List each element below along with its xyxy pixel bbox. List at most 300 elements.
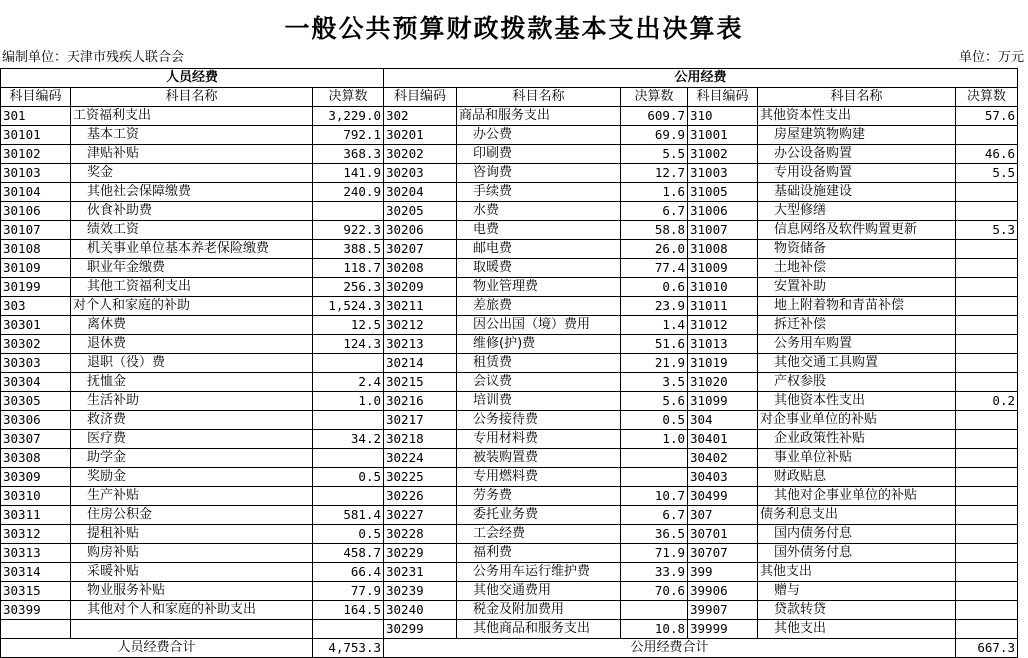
personnel-name-cell: 抚恤金 [71,373,313,392]
personnel-name-cell: 伙食补助费 [71,202,313,221]
public-name-cell: 其他交通费用 [457,582,621,601]
public-capital-name-cell: 地上附着物和青苗补偿 [758,297,956,316]
personnel-name-cell: 职业年金缴费 [71,259,313,278]
table-row [1,107,1018,126]
public-code-cell: 30218 [384,430,457,449]
public-capital-code-cell: 31020 [688,373,758,392]
personnel-code-cell: 30107 [1,221,71,240]
personnel-name-cell: 其他对个人和家庭的补助支出 [71,601,313,620]
public-name-cell: 维修(护)费 [457,335,621,354]
personnel-amount-cell: 34.2 [313,430,384,449]
table-row [1,525,1018,544]
public-capital-code-cell: 39907 [688,601,758,620]
personnel-code-cell: 30302 [1,335,71,354]
personnel-code-cell: 30106 [1,202,71,221]
col-header-code: 科目编码 [688,88,758,107]
table-row [1,316,1018,335]
table-row [1,544,1018,563]
table-row [1,354,1018,373]
public-capital-code-cell: 307 [688,506,758,525]
table-row [1,240,1018,259]
section-public: 公用经费 [384,69,1018,88]
personnel-code-cell: 30102 [1,145,71,164]
personnel-code-cell: 30109 [1,259,71,278]
public-capital-amount-cell [956,183,1018,202]
public-capital-amount-cell: 5.5 [956,164,1018,183]
table-row [1,563,1018,582]
public-capital-code-cell: 30499 [688,487,758,506]
public-capital-code-cell: 31008 [688,240,758,259]
public-amount-cell: 1.6 [621,183,688,202]
personnel-code-cell: 30311 [1,506,71,525]
public-capital-amount-cell [956,601,1018,620]
table-row [1,373,1018,392]
public-code-cell: 30208 [384,259,457,278]
public-code-cell: 30231 [384,563,457,582]
public-capital-name-cell: 大型修缮 [758,202,956,221]
public-capital-name-cell: 土地补偿 [758,259,956,278]
personnel-amount-cell: 12.5 [313,316,384,335]
table-row [1,145,1018,164]
public-capital-amount-cell [956,259,1018,278]
public-code-cell: 30217 [384,411,457,430]
public-capital-code-cell: 31099 [688,392,758,411]
public-code-cell: 30239 [384,582,457,601]
public-capital-name-cell: 信息网络及软件购置更新 [758,221,956,240]
table-row [1,221,1018,240]
public-name-cell: 其他商品和服务支出 [457,620,621,639]
table-row [1,259,1018,278]
public-name-cell: 手续费 [457,183,621,202]
public-capital-name-cell: 物资储备 [758,240,956,259]
public-name-cell: 专用材料费 [457,430,621,449]
public-capital-amount-cell [956,278,1018,297]
public-amount-cell: 1.0 [621,430,688,449]
public-total-label: 公用经费合计 [384,639,956,658]
personnel-name-cell: 其他工资福利支出 [71,278,313,297]
public-capital-code-cell: 30402 [688,449,758,468]
personnel-amount-cell [313,449,384,468]
public-name-cell: 公务用车运行维护费 [457,563,621,582]
public-capital-name-cell: 债务利息支出 [758,506,956,525]
public-capital-code-cell: 31011 [688,297,758,316]
public-name-cell: 印刷费 [457,145,621,164]
personnel-code-cell: 30312 [1,525,71,544]
personnel-code-cell: 30304 [1,373,71,392]
public-capital-amount-cell [956,620,1018,639]
personnel-amount-cell [313,411,384,430]
personnel-amount-cell: 368.3 [313,145,384,164]
public-capital-name-cell: 其他支出 [758,620,956,639]
public-name-cell: 专用燃料费 [457,468,621,487]
public-code-cell: 30224 [384,449,457,468]
personnel-amount-cell: 3,229.0 [313,107,384,126]
personnel-name-cell: 奖励金 [71,468,313,487]
personnel-amount-cell [313,354,384,373]
personnel-amount-cell [313,202,384,221]
public-capital-amount-cell [956,468,1018,487]
personnel-total-label: 人员经费合计 [1,639,313,658]
col-header-amount: 决算数 [313,88,384,107]
public-capital-code-cell: 310 [688,107,758,126]
table-row [1,582,1018,601]
public-name-cell: 商品和服务支出 [457,107,621,126]
public-capital-code-cell: 31009 [688,259,758,278]
public-capital-code-cell: 31005 [688,183,758,202]
public-capital-code-cell: 304 [688,411,758,430]
personnel-amount-cell: 0.5 [313,525,384,544]
public-capital-amount-cell [956,354,1018,373]
personnel-amount-cell: 124.3 [313,335,384,354]
public-name-cell: 水费 [457,202,621,221]
public-code-cell: 30227 [384,506,457,525]
personnel-name-cell: 工资福利支出 [71,107,313,126]
public-capital-amount-cell [956,525,1018,544]
personnel-code-cell: 30310 [1,487,71,506]
public-amount-cell: 10.7 [621,487,688,506]
personnel-name-cell: 采暖补贴 [71,563,313,582]
personnel-code-cell: 30313 [1,544,71,563]
public-name-cell: 会议费 [457,373,621,392]
public-capital-name-cell: 财政贴息 [758,468,956,487]
col-header-code: 科目编码 [384,88,457,107]
public-capital-code-cell: 30707 [688,544,758,563]
public-code-cell: 30212 [384,316,457,335]
personnel-code-cell [1,620,71,639]
table-row [1,278,1018,297]
public-capital-name-cell: 其他对企事业单位的补贴 [758,487,956,506]
public-capital-name-cell: 基础设施建设 [758,183,956,202]
public-code-cell: 30226 [384,487,457,506]
personnel-name-cell [71,620,313,639]
public-name-cell: 委托业务费 [457,506,621,525]
public-amount-cell: 0.5 [621,411,688,430]
public-amount-cell: 3.5 [621,373,688,392]
personnel-code-cell: 30108 [1,240,71,259]
personnel-amount-cell: 118.7 [313,259,384,278]
public-code-cell: 30211 [384,297,457,316]
table-row [1,126,1018,145]
public-name-cell: 因公出国（境）费用 [457,316,621,335]
public-name-cell: 劳务费 [457,487,621,506]
public-capital-amount-cell [956,506,1018,525]
public-capital-name-cell: 专用设备购置 [758,164,956,183]
personnel-amount-cell: 66.4 [313,563,384,582]
public-capital-amount-cell [956,411,1018,430]
personnel-amount-cell: 1.0 [313,392,384,411]
public-amount-cell [621,468,688,487]
public-name-cell: 取暖费 [457,259,621,278]
public-capital-amount-cell [956,126,1018,145]
public-amount-cell [621,449,688,468]
public-capital-code-cell: 31003 [688,164,758,183]
public-capital-amount-cell: 57.6 [956,107,1018,126]
public-capital-code-cell: 31002 [688,145,758,164]
public-code-cell: 30225 [384,468,457,487]
public-amount-cell: 58.8 [621,221,688,240]
public-capital-code-cell: 31019 [688,354,758,373]
column-header-row [1,88,1018,107]
public-capital-amount-cell [956,297,1018,316]
personnel-name-cell: 离休费 [71,316,313,335]
public-name-cell: 被装购置费 [457,449,621,468]
personnel-name-cell: 助学金 [71,449,313,468]
public-amount-cell: 33.9 [621,563,688,582]
public-capital-code-cell: 31007 [688,221,758,240]
col-header-name: 科目名称 [758,88,956,107]
public-code-cell: 30204 [384,183,457,202]
public-code-cell: 30229 [384,544,457,563]
public-code-cell: 30240 [384,601,457,620]
expenditure-table [0,68,1018,658]
personnel-code-cell: 30399 [1,601,71,620]
public-capital-code-cell: 31010 [688,278,758,297]
personnel-amount-cell: 240.9 [313,183,384,202]
reporting-unit: 编制单位：天津市残疾人联合会 [2,50,185,65]
public-code-cell: 30202 [384,145,457,164]
personnel-amount-cell [313,487,384,506]
public-capital-code-cell: 399 [688,563,758,582]
personnel-amount-cell: 922.3 [313,221,384,240]
personnel-code-cell: 30301 [1,316,71,335]
public-amount-cell: 36.5 [621,525,688,544]
totals-row [1,639,1018,658]
public-code-cell: 30207 [384,240,457,259]
public-code-cell: 30203 [384,164,457,183]
public-capital-name-cell: 赠与 [758,582,956,601]
public-code-cell: 30216 [384,392,457,411]
public-capital-amount-cell [956,316,1018,335]
public-capital-name-cell: 企业政策性补贴 [758,430,956,449]
public-code-cell: 30213 [384,335,457,354]
public-capital-amount-cell [956,544,1018,563]
public-amount-cell: 10.8 [621,620,688,639]
public-capital-amount-cell: 46.6 [956,145,1018,164]
public-amount-cell: 6.7 [621,506,688,525]
personnel-name-cell: 生产补贴 [71,487,313,506]
public-capital-amount-cell [956,449,1018,468]
public-amount-cell: 69.9 [621,126,688,145]
public-capital-amount-cell [956,202,1018,221]
personnel-name-cell: 退职（役）费 [71,354,313,373]
table-row [1,506,1018,525]
public-code-cell: 30299 [384,620,457,639]
personnel-name-cell: 对个人和家庭的补助 [71,297,313,316]
public-capital-amount-cell [956,563,1018,582]
public-capital-name-cell: 贷款转贷 [758,601,956,620]
public-name-cell: 工会经费 [457,525,621,544]
personnel-name-cell: 退休费 [71,335,313,354]
public-capital-code-cell: 31013 [688,335,758,354]
personnel-amount-cell: 141.9 [313,164,384,183]
personnel-code-cell: 30104 [1,183,71,202]
personnel-code-cell: 303 [1,297,71,316]
personnel-name-cell: 提租补贴 [71,525,313,544]
public-amount-cell: 1.4 [621,316,688,335]
public-capital-amount-cell: 0.2 [956,392,1018,411]
col-header-amount: 决算数 [621,88,688,107]
table-row [1,430,1018,449]
public-amount-cell: 5.5 [621,145,688,164]
public-amount-cell: 23.9 [621,297,688,316]
personnel-code-cell: 30315 [1,582,71,601]
personnel-name-cell: 购房补贴 [71,544,313,563]
personnel-name-cell: 其他社会保障缴费 [71,183,313,202]
public-name-cell: 电费 [457,221,621,240]
public-amount-cell: 26.0 [621,240,688,259]
public-capital-name-cell: 国外债务付息 [758,544,956,563]
personnel-code-cell: 30308 [1,449,71,468]
public-amount-cell: 5.6 [621,392,688,411]
personnel-code-cell: 30305 [1,392,71,411]
public-amount-cell: 77.4 [621,259,688,278]
personnel-code-cell: 30309 [1,468,71,487]
public-capital-name-cell: 其他资本性支出 [758,392,956,411]
personnel-amount-cell: 792.1 [313,126,384,145]
public-amount-cell [621,601,688,620]
table-row [1,335,1018,354]
table-row [1,468,1018,487]
personnel-code-cell: 30306 [1,411,71,430]
public-capital-name-cell: 其他交通工具购置 [758,354,956,373]
public-capital-name-cell: 房屋建筑物购建 [758,126,956,145]
personnel-name-cell: 救济费 [71,411,313,430]
personnel-name-cell: 生活补助 [71,392,313,411]
personnel-name-cell: 住房公积金 [71,506,313,525]
public-capital-code-cell: 39906 [688,582,758,601]
personnel-amount-cell: 1,524.3 [313,297,384,316]
public-amount-cell: 12.7 [621,164,688,183]
section-personnel: 人员经费 [1,69,384,88]
public-capital-code-cell: 31001 [688,126,758,145]
personnel-amount-cell: 388.5 [313,240,384,259]
personnel-amount-cell: 0.5 [313,468,384,487]
public-name-cell: 福利费 [457,544,621,563]
public-name-cell: 邮电费 [457,240,621,259]
personnel-amount-cell [313,620,384,639]
personnel-name-cell: 物业服务补贴 [71,582,313,601]
public-capital-code-cell: 30701 [688,525,758,544]
table-row [1,449,1018,468]
table-row [1,164,1018,183]
public-code-cell: 30215 [384,373,457,392]
public-capital-name-cell: 国内债务付息 [758,525,956,544]
public-capital-name-cell: 事业单位补贴 [758,449,956,468]
personnel-code-cell: 30199 [1,278,71,297]
table-row [1,392,1018,411]
personnel-name-cell: 绩效工资 [71,221,313,240]
public-capital-code-cell: 31012 [688,316,758,335]
personnel-amount-cell: 458.7 [313,544,384,563]
table-row [1,620,1018,639]
personnel-name-cell: 机关事业单位基本养老保险缴费 [71,240,313,259]
personnel-amount-cell: 2.4 [313,373,384,392]
personnel-name-cell: 津贴补贴 [71,145,313,164]
table-row [1,202,1018,221]
public-amount-cell: 51.6 [621,335,688,354]
public-amount-cell: 6.7 [621,202,688,221]
public-name-cell: 租赁费 [457,354,621,373]
public-code-cell: 30228 [384,525,457,544]
personnel-name-cell: 奖金 [71,164,313,183]
public-capital-code-cell: 39999 [688,620,758,639]
public-name-cell: 咨询费 [457,164,621,183]
col-header-code: 科目编码 [1,88,71,107]
public-capital-name-cell: 安置补助 [758,278,956,297]
public-capital-code-cell: 31006 [688,202,758,221]
public-capital-code-cell: 30403 [688,468,758,487]
public-name-cell: 办公费 [457,126,621,145]
public-code-cell: 30201 [384,126,457,145]
table-row [1,601,1018,620]
table-row [1,183,1018,202]
public-capital-amount-cell: 5.3 [956,221,1018,240]
public-capital-amount-cell [956,240,1018,259]
public-capital-name-cell: 产权参股 [758,373,956,392]
personnel-amount-cell: 256.3 [313,278,384,297]
personnel-amount-cell: 77.9 [313,582,384,601]
public-amount-cell: 71.9 [621,544,688,563]
public-code-cell: 30206 [384,221,457,240]
public-code-cell: 30205 [384,202,457,221]
public-capital-name-cell: 其他支出 [758,563,956,582]
public-name-cell: 物业管理费 [457,278,621,297]
report-title: 一般公共预算财政拨款基本支出决算表 [284,14,744,43]
public-capital-amount-cell [956,582,1018,601]
public-capital-code-cell: 30401 [688,430,758,449]
public-code-cell: 30214 [384,354,457,373]
table-row [1,297,1018,316]
table-row [1,487,1018,506]
personnel-total-value: 4,753.3 [313,639,384,658]
col-header-name: 科目名称 [457,88,621,107]
public-name-cell: 差旅费 [457,297,621,316]
personnel-code-cell: 30101 [1,126,71,145]
col-header-name: 科目名称 [71,88,313,107]
public-amount-cell: 0.6 [621,278,688,297]
col-header-amount: 决算数 [956,88,1018,107]
personnel-code-cell: 30307 [1,430,71,449]
public-total-value: 667.3 [956,639,1018,658]
public-name-cell: 税金及附加费用 [457,601,621,620]
public-name-cell: 公务接待费 [457,411,621,430]
personnel-amount-cell: 581.4 [313,506,384,525]
public-capital-name-cell: 其他资本性支出 [758,107,956,126]
table-row [1,411,1018,430]
personnel-name-cell: 医疗费 [71,430,313,449]
personnel-code-cell: 30103 [1,164,71,183]
public-amount-cell: 609.7 [621,107,688,126]
public-capital-name-cell: 公务用车购置 [758,335,956,354]
personnel-code-cell: 30303 [1,354,71,373]
public-capital-name-cell: 办公设备购置 [758,145,956,164]
public-capital-amount-cell [956,335,1018,354]
public-capital-name-cell: 对企事业单位的补贴 [758,411,956,430]
public-capital-name-cell: 拆迁补偿 [758,316,956,335]
public-code-cell: 30209 [384,278,457,297]
personnel-amount-cell: 164.5 [313,601,384,620]
section-header-row [1,69,1018,88]
public-name-cell: 培训费 [457,392,621,411]
public-amount-cell: 21.9 [621,354,688,373]
currency-unit: 单位：万元 [958,50,1024,65]
public-capital-amount-cell [956,487,1018,506]
personnel-name-cell: 基本工资 [71,126,313,145]
public-code-cell: 302 [384,107,457,126]
public-amount-cell: 70.6 [621,582,688,601]
personnel-code-cell: 30314 [1,563,71,582]
public-capital-amount-cell [956,430,1018,449]
